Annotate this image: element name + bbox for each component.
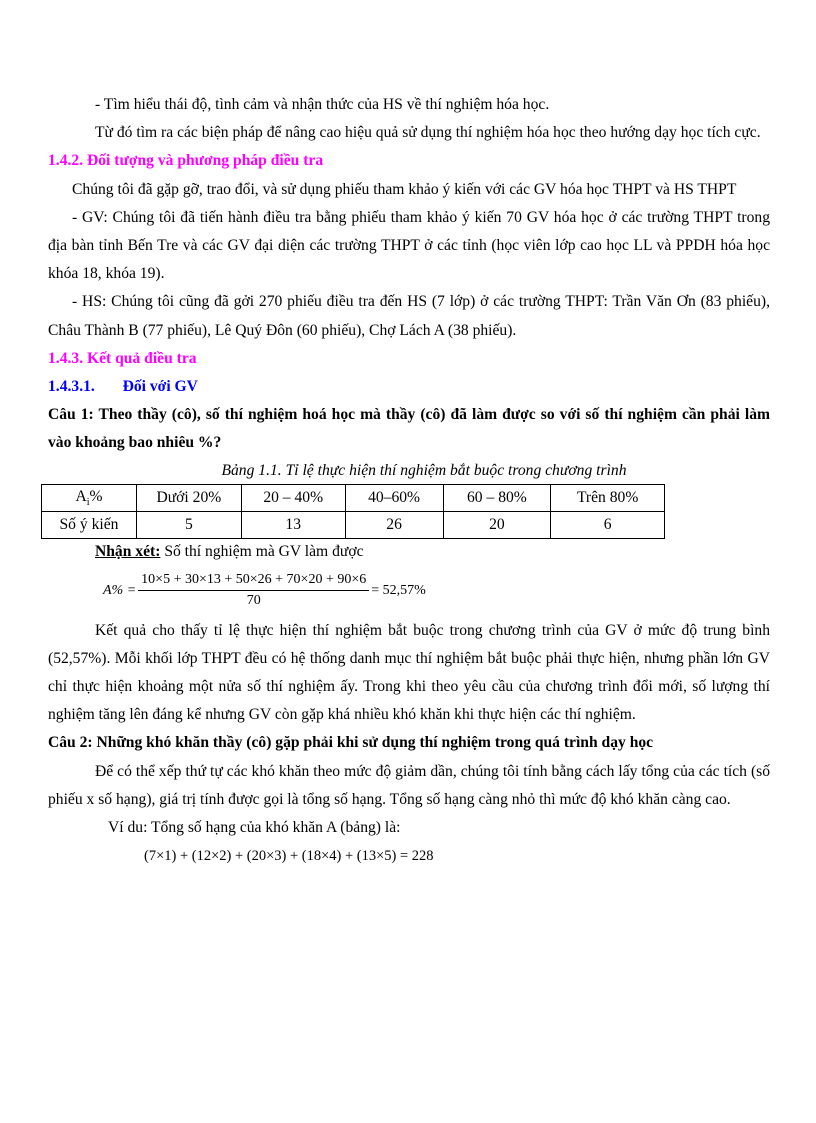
- table-header-label: $A_i\%$: [42, 484, 137, 511]
- remark-label: Nhận xét:: [95, 542, 161, 560]
- question-2: Câu 2: Những khó khăn thầy (cô) gặp phải khi sử dụng thí nghiệm trong quá trình dạy học: [48, 734, 654, 752]
- question-1: Câu 1: Theo thầy (cô), số thí nghiệm hoá học mà thầy (cô) đã làm được so với số thí nghiệm cần phải làm vào khoảng bao nhiêu %?: [48, 406, 770, 452]
- paragraph-objective: - Tìm hiểu thái độ, tình cảm và nhận thức của HS về thí nghiệm hóa học.: [95, 96, 550, 113]
- paragraph-method: Để có thể xếp thứ tự các khó khăn theo mức độ giảm dần, chúng tôi tính bằng cách lấy tổng của các tích (số phiếu x số hạng), giá trị tính được gọi là tổng số hạng. Tổng số hạng càng nhỏ thì mức độ khó khăn càng cao.: [48, 762, 770, 808]
- remark: [95, 539, 770, 565]
- heading-1-4-2: 1.4.2. Đối tượng và phương pháp điều tra: [48, 152, 324, 170]
- formula-lhs: A% =: [103, 582, 137, 598]
- paragraph-survey-students: - HS: Chúng tôi cũng đã gởi 270 phiếu điều tra đến HS (7 lớp) ở các trường THPT: Trần Văn Ơn (83 phiếu), Châu Thành B (77 phiếu), Lê Quý Đôn (60 phiếu), Chợ Lách A (38 phiếu).: [48, 293, 770, 339]
- table-header-cell: 20 – 40%: [241, 484, 345, 511]
- experiment-rate-table: [41, 484, 665, 539]
- table-cell: 5: [136, 511, 241, 538]
- table-row: [42, 511, 665, 538]
- paragraph-survey-teachers: - GV: Chúng tôi đã tiến hành điều tra bằng phiếu tham khảo ý kiến 70 GV hóa học ở các trường THPT trong địa bàn tỉnh Bến Tre và các GV đại diện các trường THPT ở các tỉnh (học viên lớp cao học LL và PPDH hóa học khóa 18, khóa 19).: [48, 208, 770, 283]
- heading-title: Đối với GV: [122, 378, 198, 396]
- example-text: Ví du: Tổng số hạng của khó khăn A (bảng) là:: [108, 819, 401, 837]
- formula-denominator: 70: [246, 593, 261, 609]
- remark-text: Số thí nghiệm mà GV làm được: [164, 542, 364, 560]
- table-cell: 20: [443, 511, 551, 538]
- table-cell: 26: [345, 511, 443, 538]
- table-header-cell: 60 – 80%: [443, 484, 551, 511]
- heading-1-4-3-1: [48, 373, 770, 401]
- table-header-cell: 40–60%: [345, 484, 443, 511]
- page-content: [48, 91, 770, 870]
- formula-percent: [103, 565, 770, 617]
- formula-result: = 52,57%: [371, 582, 426, 598]
- paragraph-solution: Từ đó tìm ra các biện pháp để nâng cao hiệu quả sử dụng thí nghiệm hóa học theo hướng dạy học tích cực.: [95, 124, 761, 142]
- table-header-row: [42, 484, 665, 511]
- table-caption: Bảng 1.1. Tỉ lệ thực hiện thí nghiệm bắt buộc trong chương trình: [221, 461, 627, 479]
- table-header-cell: Trên 80%: [551, 484, 665, 511]
- paragraph-survey-intro: Chúng tôi đã gặp gỡ, trao đổi, và sử dụng phiếu tham khảo ý kiến với các GV hóa học THPT và HS THPT: [72, 180, 737, 198]
- heading-1-4-3: 1.4.3. Kết quả điều tra: [48, 349, 197, 367]
- heading-number: 1.4.3.1.: [48, 378, 95, 396]
- formula-example: (7×1) + (12×2) + (20×3) + (18×4) + (13×5) = 228: [144, 848, 434, 865]
- table-cell: 6: [551, 511, 665, 538]
- table-row-label: Số ý kiến: [42, 511, 137, 538]
- paragraph-result: Kết quả cho thấy tỉ lệ thực hiện thí nghiệm bắt buộc trong chương trình của GV ở mức độ trung bình (52,57%). Mỗi khối lớp THPT đều có hệ thống danh mục thí nghiệm bắt buộc phải thực hiện, nhưng phần lớn GV chỉ thực hiện khoảng một nửa số thí nghiệm ấy. Trong khi theo yêu cầu của chương trình đổi mới, số lượng thí nghiệm tăng lên đáng kể nhưng GV còn gặp khá nhiều khó khăn khi thực hiện các thí nghiệm.: [48, 621, 770, 724]
- formula-fraction: [138, 572, 369, 609]
- formula-numerator: 10×5 + 30×13 + 50×26 + 70×20 + 90×6: [138, 572, 369, 591]
- table-header-cell: Dưới 20%: [136, 484, 241, 511]
- table-cell: 13: [241, 511, 345, 538]
